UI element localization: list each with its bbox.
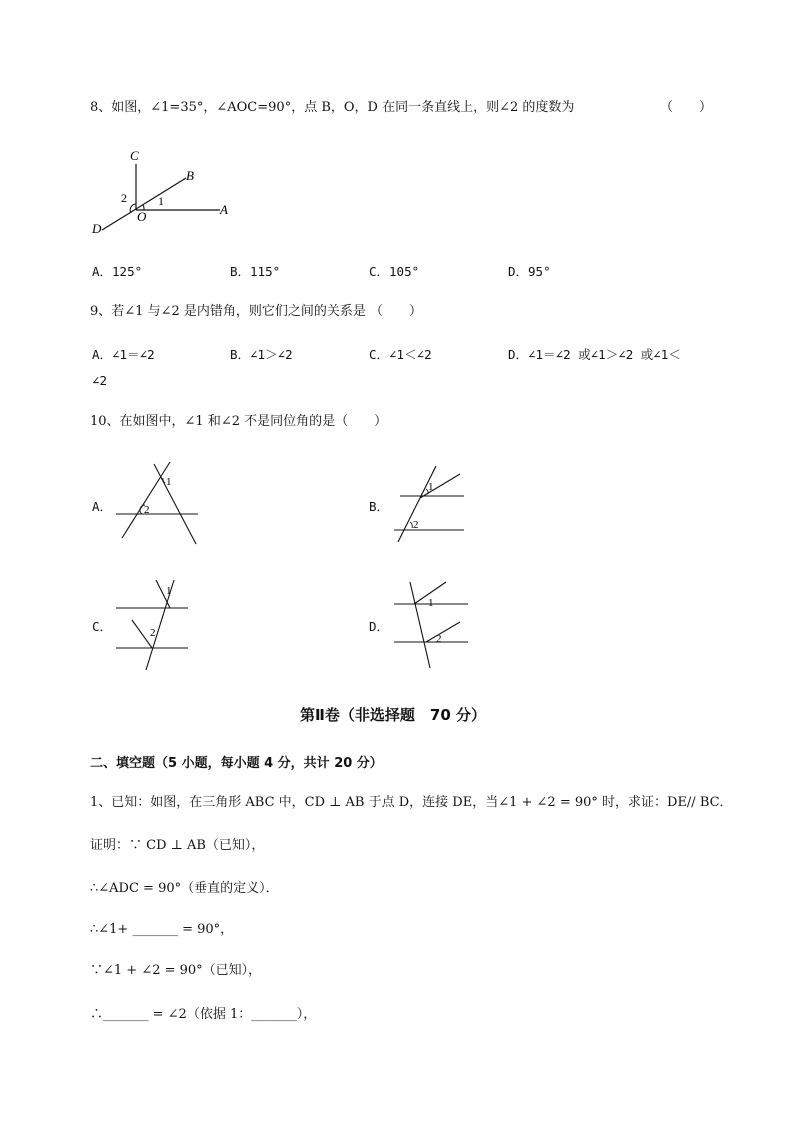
proof-line-5[interactable]: ∴_______ = ∠2（依据 1：_______）， (90, 1007, 317, 1022)
question-10-text: 10、在如图中，∠1 和∠2 不是同位角的是（ ） (90, 414, 388, 429)
q10b-angle-2: 2 (413, 519, 419, 531)
proof-line-4: ∵∠1 + ∠2 = 90°（已知）， (90, 963, 262, 978)
section-title: 第Ⅱ卷（非选择题 70 分） (300, 706, 486, 724)
q9-option-a[interactable]: A．∠1＝∠2 (92, 347, 155, 362)
question-8-paren: （ ） (660, 100, 713, 115)
q10-option-d-label[interactable]: D． (369, 619, 390, 634)
q8-option-b[interactable]: B．115° (230, 264, 281, 279)
label-o: O (137, 209, 147, 224)
q8-option-d[interactable]: D．95° (508, 264, 551, 279)
q10c-angle-2: 2 (150, 627, 156, 639)
q10a-angle-1: 1 (166, 476, 172, 488)
label-angle-2: 2 (121, 191, 127, 205)
fill-1-stem: 1、已知：如图，在三角形 ABC 中，CD ⊥ AB 于点 D，连接 DE，当∠1 + ∠2 = 90° 时，求证：DE// BC． (90, 795, 733, 810)
q10-figure-c (112, 578, 194, 672)
q9-option-b[interactable]: B．∠1＞∠2 (230, 347, 293, 362)
q10c-angle-1: 1 (166, 585, 172, 597)
q10-option-b-label[interactable]: B． (369, 499, 390, 514)
q8-option-a[interactable]: A．125° (92, 264, 143, 279)
q9-option-d[interactable]: D．∠1＝∠2 或∠1＞∠2 或∠1＜ (508, 347, 681, 362)
label-c: C (130, 148, 139, 163)
proof-line-1: 证明：∵ CD ⊥ AB（已知）， (90, 838, 265, 853)
q10d-angle-1: 1 (428, 597, 434, 609)
q8-figure (88, 140, 248, 240)
question-9-text: 9、若∠1 与∠2 是内错角，则它们之间的关系是 （ ） (90, 304, 422, 319)
label-a: A (220, 202, 228, 217)
q10a-angle-2: 2 (144, 504, 150, 516)
q9-option-d-wrap: ∠2 (92, 373, 108, 388)
q10d-angle-2: 2 (436, 633, 442, 645)
q10-option-a-label[interactable]: A． (92, 499, 113, 514)
label-angle-1: 1 (158, 194, 164, 208)
label-d: D (92, 221, 102, 236)
question-8-text: 8、如图，∠1=35°，∠AOC=90°，点 B，O，D 在同一条直线上，则∠2 的度数为 (90, 100, 575, 115)
q10b-angle-1: 1 (428, 481, 434, 493)
label-b: B (186, 168, 194, 183)
proof-line-3[interactable]: ∴∠1+ _______ = 90°， (90, 922, 234, 937)
q8-option-c[interactable]: C．105° (369, 264, 420, 279)
q10-figure-d (390, 578, 472, 670)
q9-option-c[interactable]: C．∠1＜∠2 (369, 347, 432, 362)
part-title: 二、填空题（5 小题，每小题 4 分，共计 20 分） (90, 756, 383, 771)
q10-option-c-label[interactable]: C． (92, 619, 113, 634)
proof-line-2: ∴∠ADC = 90°（垂直的定义）． (90, 881, 279, 896)
q10-figure-b (390, 462, 470, 546)
q10-figure-a (112, 458, 208, 550)
